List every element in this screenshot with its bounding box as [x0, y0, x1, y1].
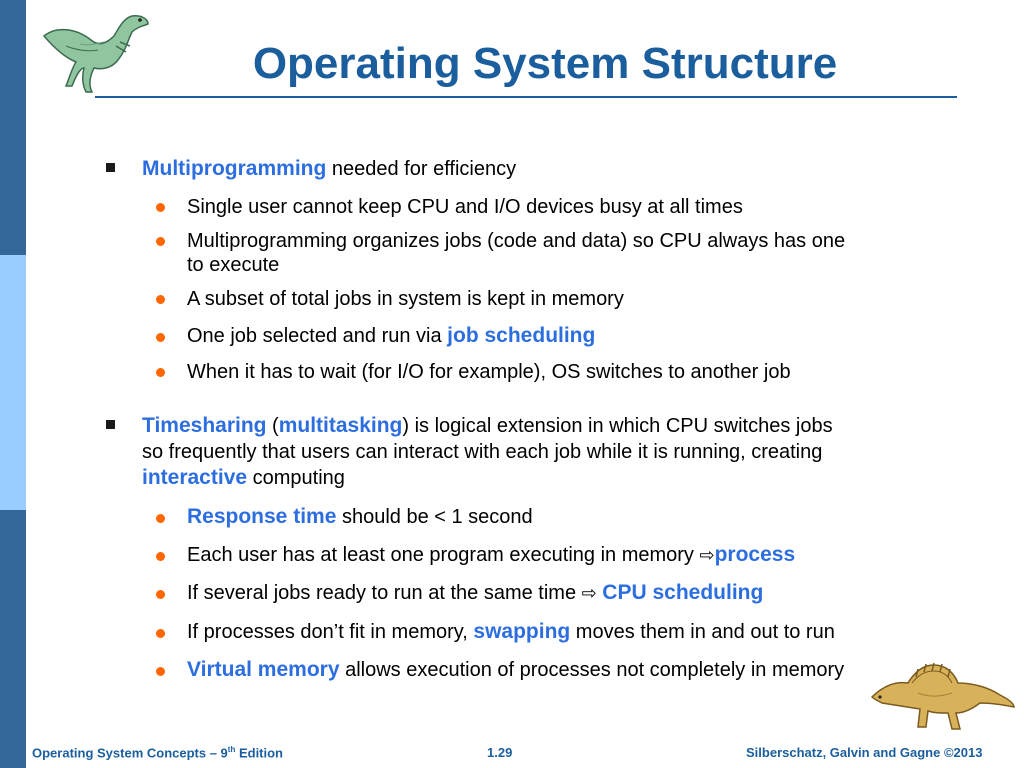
term-multiprogramming: Multiprogramming [142, 157, 327, 180]
sub-bullet: A subset of total jobs in system is kept in memory [187, 288, 624, 310]
bullet-continuation: interactive computing [142, 466, 345, 489]
term-multitasking: multitasking [278, 414, 403, 437]
sub-bullet: Single user cannot keep CPU and I/O devices busy at all times [187, 196, 743, 218]
term-cpu-scheduling: CPU scheduling [602, 581, 764, 604]
bullet-timesharing: Timesharing (multitasking) is logical extension in which CPU switches jobs [142, 414, 833, 437]
dot-bullet-icon [156, 333, 165, 342]
dot-bullet-icon [156, 667, 165, 676]
square-bullet-icon [106, 420, 115, 429]
term-timesharing: Timesharing [142, 414, 267, 437]
sub-bullet: If processes don’t fit in memory, swapping moves them in and out to run [187, 620, 835, 643]
term-virtual-memory: Virtual memory [187, 658, 340, 681]
sub-bullet-continuation: to execute [187, 254, 280, 276]
arrow-right-icon: ⇨ [699, 545, 715, 565]
sub-bullet: One job selected and run via job scheduling [187, 324, 596, 347]
dot-bullet-icon [156, 295, 165, 304]
footer-authors: Silberschatz, Galvin and Gagne ©2013 [746, 745, 983, 760]
dot-bullet-icon [156, 237, 165, 246]
dot-bullet-icon [156, 514, 165, 523]
slide-title: Operating System Structure [252, 39, 838, 88]
footer-page-number: 1.29 [487, 745, 513, 760]
dot-bullet-icon [156, 368, 165, 377]
term-job-scheduling: job scheduling [447, 324, 596, 347]
sub-bullet: Each user has at least one program executing in memory ⇨process [187, 543, 796, 566]
footer-book-title: Operating System Concepts – 9th Edition [32, 745, 284, 761]
dot-bullet-icon [156, 590, 165, 599]
term-response-time: Response time [187, 505, 337, 528]
term-process: process [714, 543, 796, 566]
sub-bullet: If several jobs ready to run at the same time ⇨ CPU scheduling [187, 581, 764, 604]
dinosaur-logo-bottom-icon [868, 653, 1018, 733]
term-interactive: interactive [142, 466, 248, 489]
dot-bullet-icon [156, 203, 165, 212]
term-swapping: swapping [473, 620, 571, 643]
sub-bullet: Response time should be < 1 second [187, 505, 533, 528]
dot-bullet-icon [156, 629, 165, 638]
square-bullet-icon [106, 163, 115, 172]
sub-bullet: Virtual memory allows execution of processes not completely in memory [187, 658, 845, 681]
arrow-right-icon: ⇨ [581, 583, 597, 603]
bullet-continuation: so frequently that users can interact with each job while it is running, creating [142, 441, 823, 463]
bullet-multiprogramming: Multiprogramming needed for efficiency [142, 157, 517, 180]
dot-bullet-icon [156, 552, 165, 561]
sub-bullet: Multiprogramming organizes jobs (code and data) so CPU always has one [187, 230, 846, 252]
sub-bullet: When it has to wait (for I/O for example), OS switches to another job [187, 361, 791, 383]
